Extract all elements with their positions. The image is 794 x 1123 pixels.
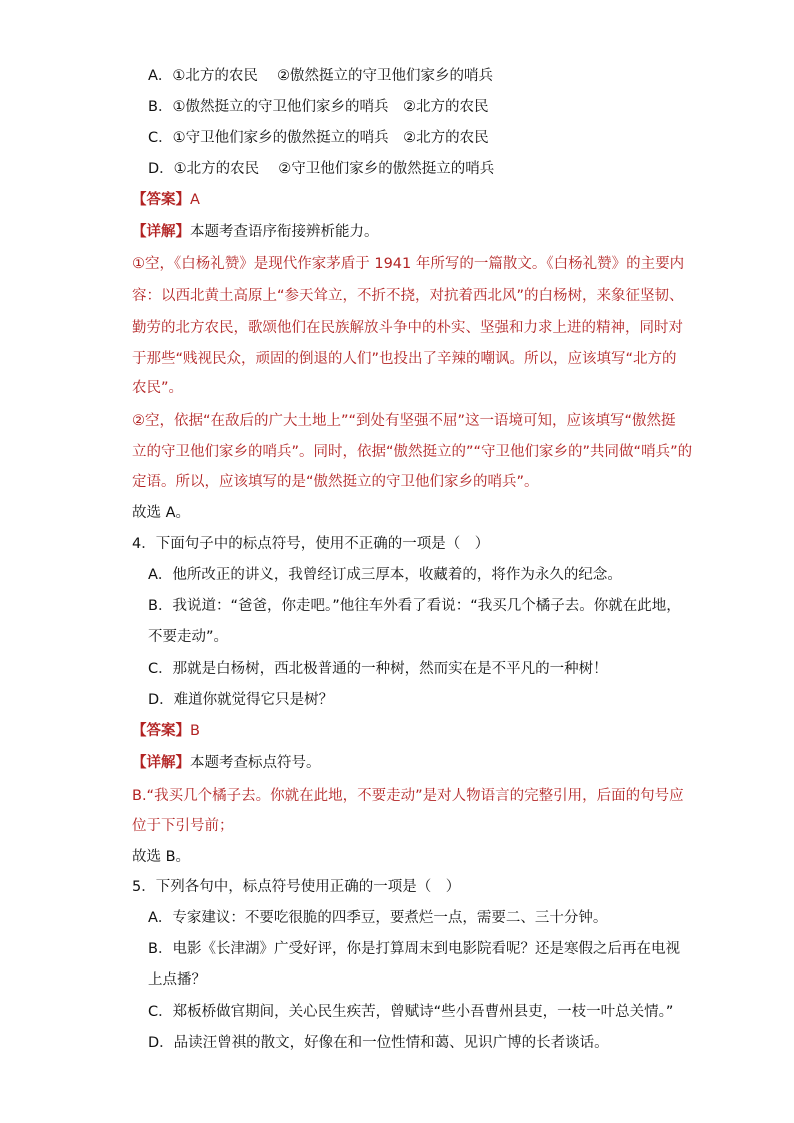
q3-explain-line: 于那些“贱视民众，顽固的倒退的人们”也投出了辛辣的嘲讽。所以，应该填写“北方的 <box>132 351 677 367</box>
q5-option-d: D．品读汪曾祺的散文，好像在和一位性情和蔼、见识广博的长者谈话。 <box>148 1035 609 1051</box>
q5-option-a: A．专家建议：不要吃很脆的四季豆，要煮烂一点，需要二、三十分钟。 <box>148 910 608 926</box>
q4-option-b-cont: 不要走动”。 <box>148 629 229 645</box>
q3-option-c: C．①守卫他们家乡的傲然挺立的哨兵 ②北方的农民 <box>148 130 489 146</box>
q4-detail-tag: 【详解】 <box>132 755 190 771</box>
q3-option-d: D．①北方的农民 ②守卫他们家乡的傲然挺立的哨兵 <box>148 161 495 177</box>
q3-explain-line: 勤劳的北方农民，歌颂他们在民族解放斗争中的朴实、坚强和力求上进的精神，同时对 <box>132 320 683 336</box>
q5-stem: 5．下列各句中，标点符号使用正确的一项是（ ） <box>132 879 461 895</box>
q4-detail-intro: 本题考查标点符号。 <box>190 755 321 771</box>
q3-explain-line: ②空，依据“在敌后的广大土地上”“到处有坚强不屈”这一语境可知，应该填写“傲然挺 <box>132 413 676 429</box>
q3-option-b: B．①傲然挺立的守卫他们家乡的哨兵 ②北方的农民 <box>148 99 489 115</box>
q5-option-b: B．电影《长津湖》广受好评，你是打算周末到电影院看呢？还是寒假之后再在电视 <box>148 941 680 957</box>
q4-answer-tag: 【答案】 <box>132 723 190 739</box>
q4-explain-line: B.“我买几个橘子去。你就在此地，不要走动”是对人物语言的完整引用，后面的句号应 <box>132 788 684 804</box>
q4-option-b: B．我说道：“爸爸，你走吧。”他往车外看了看说：“我买几个橘子去。你就在此地， <box>148 598 681 614</box>
q4-option-d: D．难道你就觉得它只是树？ <box>148 692 334 708</box>
q4-option-a: A．他所改正的讲义，我曾经订成三厚本，收藏着的，将作为永久的纪念。 <box>148 567 622 583</box>
q3-conclusion: 故选 A。 <box>132 505 191 521</box>
q4-conclusion: 故选 B。 <box>132 849 191 865</box>
q5-option-b-cont: 上点播？ <box>148 972 206 988</box>
q3-option-a: A．①北方的农民 ②傲然挺立的守卫他们家乡的哨兵 <box>148 68 494 84</box>
q3-explain-line: 农民”。 <box>132 380 184 396</box>
q4-explain-line: 位于下引号前； <box>132 818 234 834</box>
q4-answer-value: B <box>190 723 200 739</box>
q3-detail-tag: 【详解】 <box>132 224 190 240</box>
q4-detail-line <box>132 753 321 773</box>
q3-detail-intro: 本题考查语序衔接辨析能力。 <box>190 224 379 240</box>
q3-answer-value: A <box>190 192 200 208</box>
q3-explain-line: 定语。所以，应该填写的是“傲然挺立的守卫他们家乡的哨兵”。 <box>132 474 539 490</box>
q3-explain-line: 立的守卫他们家乡的哨兵”。同时，依据“傲然挺立的”“守卫他们家乡的”共同做“哨兵”的 <box>132 444 693 460</box>
q3-answer-line <box>132 190 200 210</box>
q3-explain-line: 容：以西北黄土高原上“参天耸立，不折不挠，对抗着西北风”的白杨树，来象征坚韧、 <box>132 288 684 304</box>
q5-option-c: C．郑板桥做官期间，关心民生疾苦，曾赋诗“些小吾曹州县吏，一枝一叶总关情。” <box>148 1004 674 1020</box>
q4-answer-line <box>132 721 200 741</box>
q4-stem: 4．下面句子中的标点符号，使用不正确的一项是（ ） <box>132 536 490 552</box>
q3-explain-line: ①空，《白杨礼赞》是现代作家茅盾于 1941 年所写的一篇散文。《白杨礼赞》的主要内 <box>132 256 685 272</box>
q4-option-c: C．那就是白杨树，西北极普通的一种树，然而实在是不平凡的一种树！ <box>148 661 608 677</box>
q3-detail-line <box>132 222 379 242</box>
q3-answer-tag: 【答案】 <box>132 192 190 208</box>
